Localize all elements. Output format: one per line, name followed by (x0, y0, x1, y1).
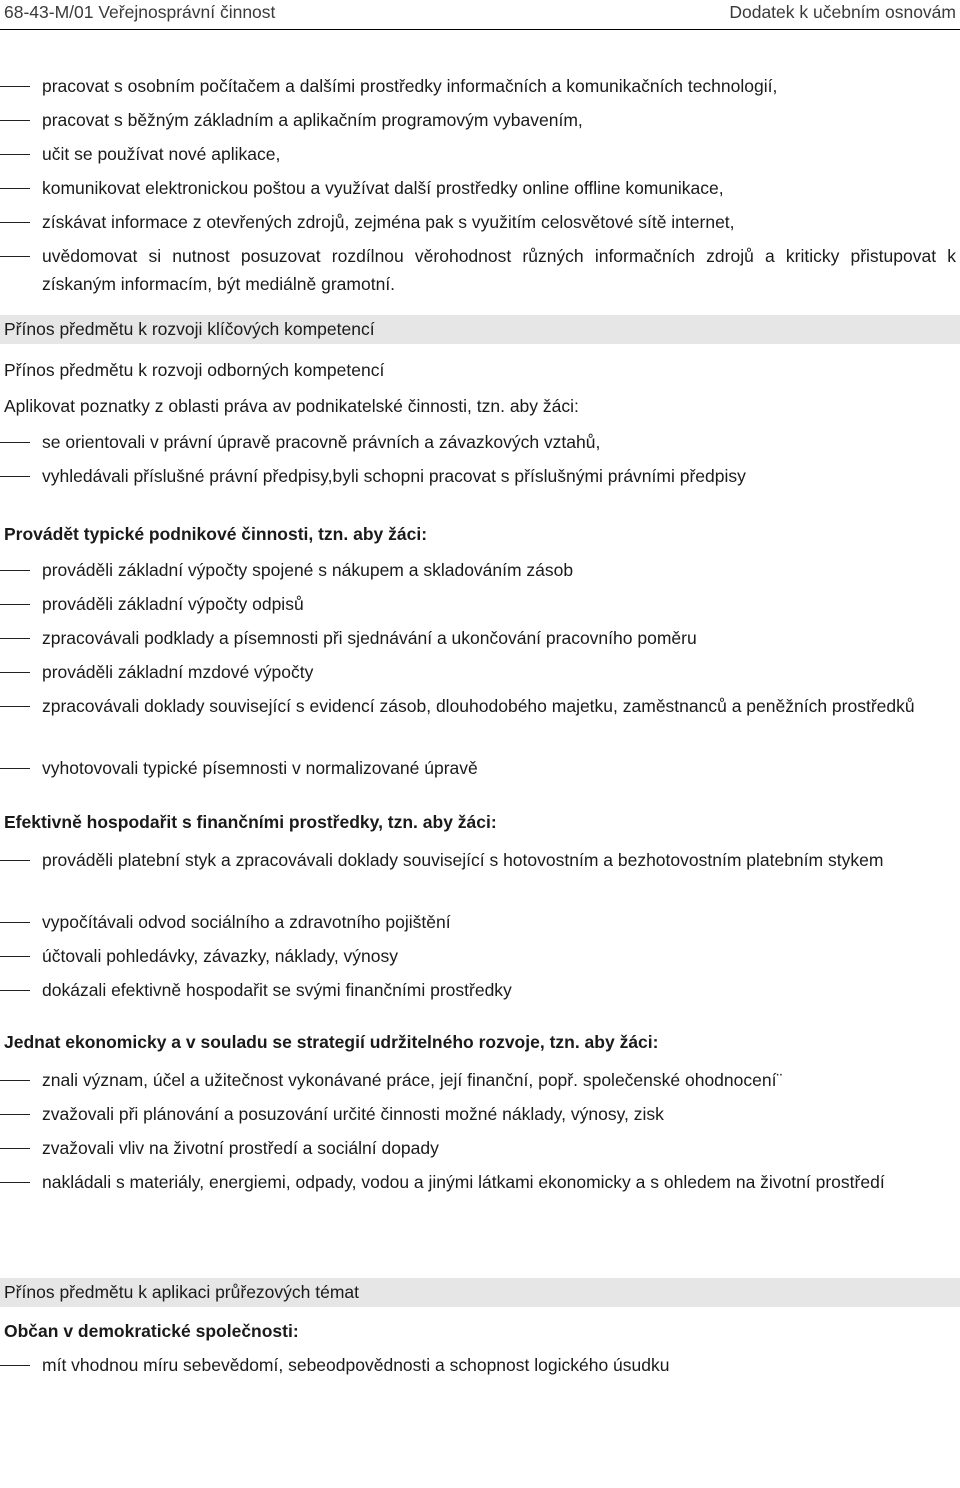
section-heading-cross-topics: Přínos předmětu k aplikaci průřezových témat (0, 1278, 960, 1307)
dash-icon (0, 922, 30, 923)
dash-icon (0, 1148, 30, 1149)
economy-list (0, 1066, 960, 1230)
citizen-heading: Občan v demokratické společnosti: (4, 1321, 299, 1341)
finance-heading: Efektivně hospodařit s finančními prostředky, tzn. aby žáci: (4, 812, 497, 832)
dash-icon (0, 638, 30, 639)
list-item: získávat informace z otevřených zdrojů, zejména pak s využitím celosvětové sítě internet, (0, 208, 960, 242)
list-item: vyhledávali příslušné právní předpisy,byli schopni pracovat s příslušnými právními předpisy (0, 462, 960, 496)
dash-icon (0, 442, 30, 443)
dash-icon (0, 672, 30, 673)
law-intro: Aplikovat poznatky z oblasti práva av podnikatelské činnosti, tzn. aby žáci: (4, 396, 579, 416)
subheading-professional-competences: Přínos předmětu k rozvoji odborných kompetencí (4, 360, 385, 380)
document-body (0, 72, 960, 1385)
dash-icon (0, 768, 30, 769)
page-header (0, 0, 960, 26)
list-item: vypočítávali odvod sociálního a zdravotního pojištění (0, 908, 960, 942)
dash-icon (0, 222, 30, 223)
list-item: pracovat s osobním počítačem a dalšími prostředky informačních a komunikačních technologií, (0, 72, 960, 106)
list-item: znali význam, účel a užitečnost vykonávané práce, její finanční, popř. společenské ohodnocení¨ (0, 1066, 960, 1100)
dash-icon (0, 476, 30, 477)
list-item: se orientovali v právní úpravě pracovně právních a závazkových vztahů, (0, 428, 960, 462)
intro-list (0, 72, 960, 304)
list-item: prováděli základní výpočty spojené s nákupem a skladováním zásob (0, 556, 960, 590)
list-item: nakládali s materiály, energiemi, odpady, vodou a jinými látkami ekonomicky a s ohledem na životní prostředí (0, 1168, 960, 1230)
list-item: prováděli základní mzdové výpočty (0, 658, 960, 692)
header-rule (0, 29, 960, 30)
dash-icon (0, 604, 30, 605)
dash-icon (0, 1365, 30, 1366)
list-item: vyhotovovali typické písemnosti v normalizované úpravě (0, 754, 960, 788)
list-item: zvažovali vliv na životní prostředí a sociální dopady (0, 1134, 960, 1168)
header-left: 68-43-M/01 Veřejnosprávní činnost (4, 2, 276, 22)
list-item: účtovali pohledávky, závazky, náklady, výnosy (0, 942, 960, 976)
list-item: pracovat s běžným základním a aplikačním programovým vybavením, (0, 106, 960, 140)
list-item: prováděli základní výpočty odpisů (0, 590, 960, 624)
dash-icon (0, 1182, 30, 1183)
list-item: mít vhodnou míru sebevědomí, sebeodpovědnosti a schopnost logického úsudku (0, 1351, 960, 1385)
business-list (0, 556, 960, 788)
list-item: dokázali efektivně hospodařit se svými finančními prostředky (0, 976, 960, 1010)
list-item: zpracovávali podklady a písemnosti při sjednávání a ukončování pracovního poměru (0, 624, 960, 658)
law-list (0, 428, 960, 496)
section-heading-key-competences: Přínos předmětu k rozvoji klíčových kompetencí (0, 315, 960, 344)
header-right: Dodatek k učebním osnovám (729, 2, 956, 22)
list-item: prováděli platební styk a zpracovávali doklady související s hotovostním a bezhotovostním platebním stykem (0, 846, 960, 908)
dash-icon (0, 188, 30, 189)
finance-list (0, 846, 960, 1010)
list-item: uvědomovat si nutnost posuzovat rozdílnou věrohodnost různých informačních zdrojů a kriticky přistupovat k získaným informacím, být mediálně gramotní. (0, 242, 960, 304)
business-heading: Provádět typické podnikové činnosti, tzn. aby žáci: (4, 524, 428, 544)
dash-icon (0, 860, 30, 861)
citizen-list (0, 1351, 960, 1385)
list-item: zpracovávali doklady související s evidencí zásob, dlouhodobého majetku, zaměstnanců a peněžních prostředků (0, 692, 960, 754)
dash-icon (0, 1114, 30, 1115)
dash-icon (0, 990, 30, 991)
dash-icon (0, 706, 30, 707)
dash-icon (0, 956, 30, 957)
dash-icon (0, 120, 30, 121)
dash-icon (0, 154, 30, 155)
dash-icon (0, 1080, 30, 1081)
economy-heading: Jednat ekonomicky a v souladu se strategií udržitelného rozvoje, tzn. aby žáci: (4, 1032, 659, 1052)
list-item: zvažovali při plánování a posuzování určité činnosti možné náklady, výnosy, zisk (0, 1100, 960, 1134)
list-item: komunikovat elektronickou poštou a využívat další prostředky online offline komunikace, (0, 174, 960, 208)
dash-icon (0, 256, 30, 257)
list-item: učit se používat nové aplikace, (0, 140, 960, 174)
dash-icon (0, 86, 30, 87)
dash-icon (0, 570, 30, 571)
